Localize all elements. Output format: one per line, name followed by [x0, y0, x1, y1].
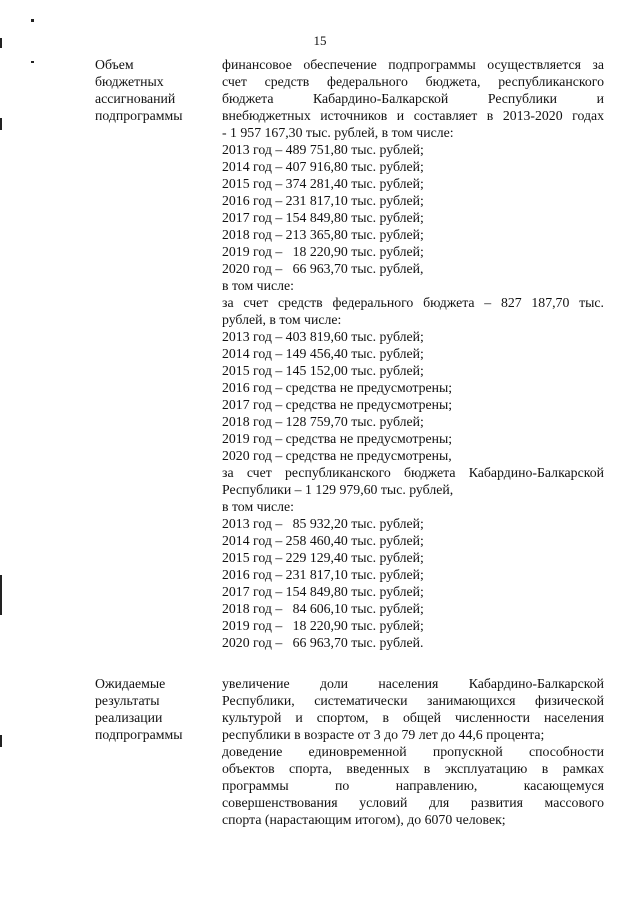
text-line: республики в возрасте от 3 до 79 лет до 44,6 процента;	[222, 727, 545, 742]
year-line: 2016 год – средства не предусмотрены;	[222, 380, 453, 395]
text-line: рублей, в том числе:	[222, 312, 342, 327]
text-line: счет средств федерального бюджета, республиканского	[222, 74, 604, 89]
label-line: реализации	[95, 710, 163, 725]
text-line: программы по направлению, касающемуся	[222, 778, 604, 793]
year-line: 2019 год – средства не предусмотрены;	[222, 431, 453, 446]
scan-mark	[0, 575, 2, 615]
year-line: 2020 год – средства не предусмотрены,	[222, 448, 452, 463]
scan-mark	[31, 19, 34, 22]
year-line: 2018 год – 128 759,70 тыс. рублей;	[222, 414, 424, 429]
label-line: ассигнований	[95, 91, 176, 106]
section2-content	[222, 675, 604, 828]
text-line: совершенствования условий для развития массового	[222, 795, 604, 810]
text-line: доведение единовременной пропускной способности	[222, 744, 604, 759]
scan-mark	[0, 735, 2, 747]
year-line: 2014 год – 149 456,40 тыс. рублей;	[222, 346, 424, 361]
text-line: объектов спорта, введенных в эксплуатацию в рамках	[222, 761, 604, 776]
section2-label	[95, 675, 205, 743]
text-line: Республики – 1 129 979,60 тыс. рублей,	[222, 482, 454, 497]
year-line: 2019 год – 18 220,90 тыс. рублей;	[222, 244, 424, 259]
text-line: в том числе:	[222, 499, 294, 514]
label-line: бюджетных	[95, 74, 164, 89]
text-line: за счет средств федерального бюджета – 827 187,70 тыс.	[222, 295, 604, 310]
year-line: 2013 год – 489 751,80 тыс. рублей;	[222, 142, 424, 157]
scan-mark	[0, 118, 2, 130]
text-line: финансовое обеспечение подпрограммы осуществляется за	[222, 57, 604, 72]
text-line: бюджета Кабардино-Балкарской Республики и	[222, 91, 604, 106]
scan-mark	[31, 61, 34, 63]
year-line: 2020 год – 66 963,70 тыс. рублей,	[222, 261, 424, 276]
year-line: 2017 год – средства не предусмотрены;	[222, 397, 453, 412]
year-line: 2015 год – 229 129,40 тыс. рублей;	[222, 550, 424, 565]
year-line: 2016 год – 231 817,10 тыс. рублей;	[222, 193, 424, 208]
page-number: 15	[313, 33, 327, 48]
section1-content	[222, 56, 604, 651]
label-line: подпрограммы	[95, 727, 183, 742]
year-line: 2018 год – 84 606,10 тыс. рублей;	[222, 601, 424, 616]
year-line: 2013 год – 403 819,60 тыс. рублей;	[222, 329, 424, 344]
year-line: 2014 год – 407 916,80 тыс. рублей;	[222, 159, 424, 174]
text-line: в том числе:	[222, 278, 294, 293]
label-line: Ожидаемые	[95, 676, 166, 691]
year-line: 2014 год – 258 460,40 тыс. рублей;	[222, 533, 424, 548]
text-line: культурой и спортом, в общей численности населения	[222, 710, 604, 725]
text-line: спорта (нарастающим итогом), до 6070 человек;	[222, 812, 506, 827]
text-line: внебюджетных источников и составляет в 2013-2020 годах	[222, 108, 604, 123]
label-line: Объем	[95, 57, 134, 72]
year-line: 2013 год – 85 932,20 тыс. рублей;	[222, 516, 424, 531]
year-line: 2017 год – 154 849,80 тыс. рублей;	[222, 584, 424, 599]
year-line: 2020 год – 66 963,70 тыс. рублей.	[222, 635, 424, 650]
label-line: результаты	[95, 693, 160, 708]
text-line: Республики, систематически занимающихся физической	[222, 693, 604, 708]
year-line: 2017 год – 154 849,80 тыс. рублей;	[222, 210, 424, 225]
text-line: увеличение доли населения Кабардино-Балкарской	[222, 676, 604, 691]
year-line: 2015 год – 374 281,40 тыс. рублей;	[222, 176, 424, 191]
text-line: - 1 957 167,30 тыс. рублей, в том числе:	[222, 125, 454, 140]
year-line: 2016 год – 231 817,10 тыс. рублей;	[222, 567, 424, 582]
scan-mark	[0, 38, 2, 48]
year-line: 2018 год – 213 365,80 тыс. рублей;	[222, 227, 424, 242]
text-line: за счет республиканского бюджета Кабардино-Балкарской	[222, 465, 604, 480]
section1-label	[95, 56, 205, 124]
year-line: 2015 год – 145 152,00 тыс. рублей;	[222, 363, 424, 378]
label-line: подпрограммы	[95, 108, 183, 123]
year-line: 2019 год – 18 220,90 тыс. рублей;	[222, 618, 424, 633]
